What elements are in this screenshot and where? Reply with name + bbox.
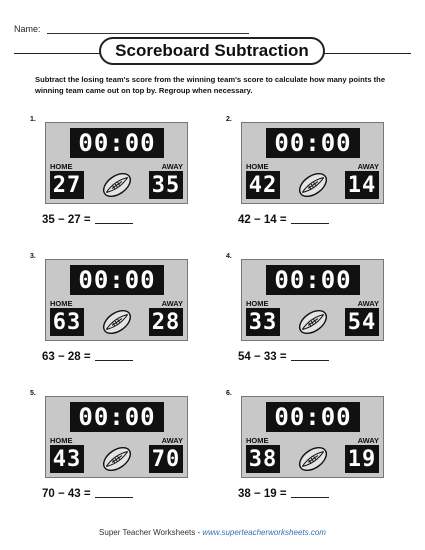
equation (238, 351, 329, 363)
clock-display: 00:00 (266, 402, 360, 432)
equation-text: 42 − 14 = (238, 214, 287, 226)
instructions-text: Subtract the losing team's score from the winning team's score to calculate how many points the winning team came out on top by. Regroup when necessary. (35, 75, 386, 95)
answer-blank[interactable] (291, 359, 329, 361)
equation (238, 488, 329, 500)
problem-5 (30, 390, 190, 510)
home-score: 38 (246, 445, 280, 473)
answer-blank[interactable] (95, 496, 133, 498)
home-score: 43 (50, 445, 84, 473)
footer-brand: Super Teacher Worksheets (99, 528, 196, 537)
problem-3 (30, 253, 190, 373)
problem-number: 3. (30, 253, 36, 260)
equation (238, 214, 329, 226)
home-label: HOME (50, 162, 73, 171)
football-icon (296, 306, 330, 338)
clock-display: 00:00 (70, 128, 164, 158)
away-label: AWAY (357, 162, 379, 171)
football-icon (296, 169, 330, 201)
footer-url-link[interactable]: www.superteacherworksheets.com (202, 528, 326, 537)
football-icon (296, 443, 330, 475)
away-score: 28 (149, 308, 183, 336)
scoreboard (241, 259, 384, 341)
away-score: 35 (149, 171, 183, 199)
home-score: 33 (246, 308, 280, 336)
footer-separator: - (195, 528, 203, 537)
home-label: HOME (246, 436, 269, 445)
answer-blank[interactable] (95, 359, 133, 361)
scoreboard (241, 396, 384, 478)
equation-text: 38 − 19 = (238, 488, 287, 500)
name-label: Name: (14, 24, 41, 34)
problem-number: 4. (226, 253, 232, 260)
scoreboard (45, 396, 188, 478)
footer (0, 528, 425, 537)
equation-text: 35 − 27 = (42, 214, 91, 226)
equation (42, 214, 133, 226)
equation (42, 351, 133, 363)
problem-number: 2. (226, 116, 232, 123)
home-score: 27 (50, 171, 84, 199)
clock-display: 00:00 (266, 265, 360, 295)
problem-1 (30, 116, 190, 236)
answer-blank[interactable] (291, 496, 329, 498)
clock-display: 00:00 (70, 265, 164, 295)
home-score: 42 (246, 171, 280, 199)
away-score: 14 (345, 171, 379, 199)
name-field[interactable] (47, 33, 249, 34)
home-label: HOME (50, 299, 73, 308)
away-score: 54 (345, 308, 379, 336)
away-score: 19 (345, 445, 379, 473)
answer-blank[interactable] (291, 222, 329, 224)
football-icon (100, 306, 134, 338)
equation-text: 70 − 43 = (42, 488, 91, 500)
problem-number: 5. (30, 390, 36, 397)
problem-number: 6. (226, 390, 232, 397)
home-label: HOME (246, 299, 269, 308)
equation-text: 63 − 28 = (42, 351, 91, 363)
home-score: 63 (50, 308, 84, 336)
scoreboard (241, 122, 384, 204)
scoreboard (45, 122, 188, 204)
scoreboard (45, 259, 188, 341)
away-score: 70 (149, 445, 183, 473)
away-label: AWAY (357, 299, 379, 308)
answer-blank[interactable] (95, 222, 133, 224)
problem-number: 1. (30, 116, 36, 123)
clock-display: 00:00 (266, 128, 360, 158)
equation (42, 488, 133, 500)
away-label: AWAY (161, 162, 183, 171)
football-icon (100, 169, 134, 201)
problem-2 (226, 116, 386, 236)
equation-text: 54 − 33 = (238, 351, 287, 363)
problem-6 (226, 390, 386, 510)
problem-4 (226, 253, 386, 373)
football-icon (100, 443, 134, 475)
home-label: HOME (50, 436, 73, 445)
away-label: AWAY (161, 436, 183, 445)
home-label: HOME (246, 162, 269, 171)
clock-display: 00:00 (70, 402, 164, 432)
away-label: AWAY (357, 436, 379, 445)
page-title: Scoreboard Subtraction (99, 37, 325, 65)
away-label: AWAY (161, 299, 183, 308)
